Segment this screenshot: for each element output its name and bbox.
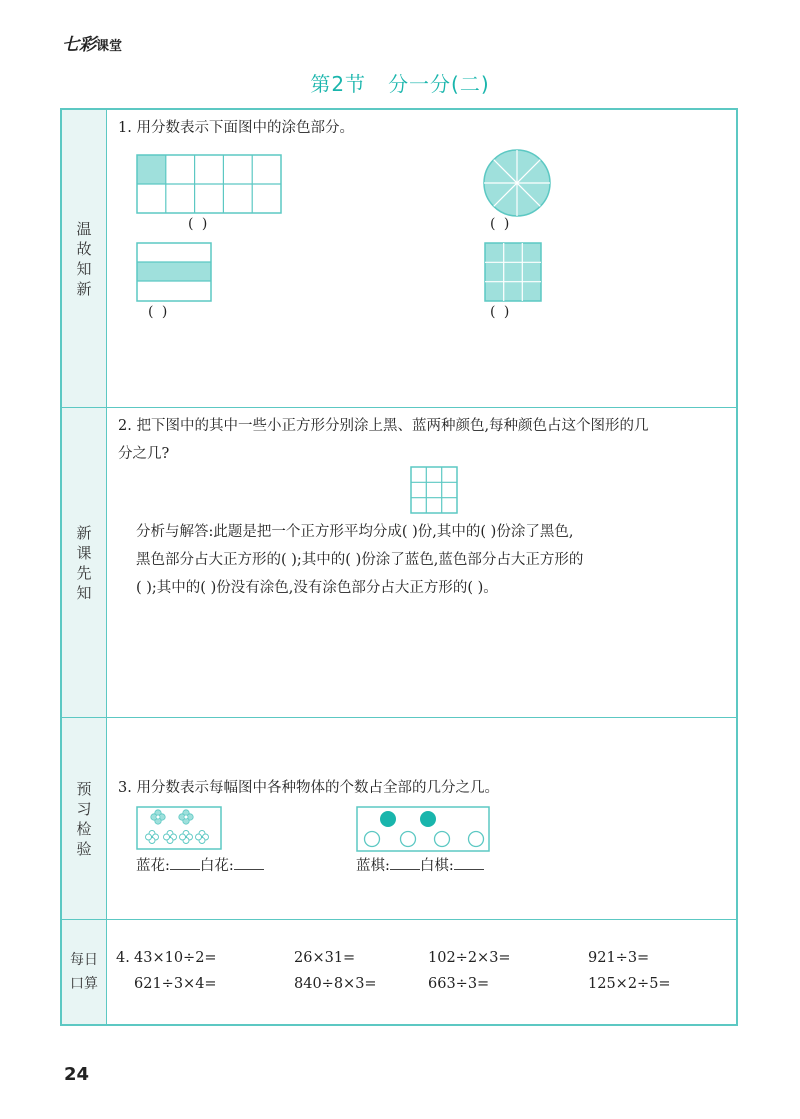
white-piece-label: 白棋: — [419, 858, 454, 874]
white-flower-label: 白花: — [199, 858, 234, 874]
blue-flower-label: 蓝花: — [136, 858, 170, 874]
section-number: 第2节 — [310, 72, 367, 96]
calc-item: 621÷3×4= — [134, 976, 217, 992]
calc-item: 26×31= — [294, 950, 356, 966]
section-label-cell — [62, 718, 107, 919]
figure-grid-2x5 — [136, 154, 282, 214]
figure-grid-3x3-empty — [410, 466, 458, 514]
page-number: 24 — [64, 1064, 90, 1085]
section-review — [62, 110, 736, 408]
calc-item: 125×2÷5= — [588, 976, 671, 992]
section-content — [106, 718, 736, 919]
section-mental-math — [62, 920, 736, 1024]
section-title: 分一分(二) — [388, 72, 490, 96]
white-piece-blank[interactable] — [454, 855, 484, 870]
answer-paren-1: ( ) — [188, 216, 210, 232]
section-content — [106, 408, 736, 717]
section-label-cell — [62, 408, 107, 717]
question-2-line-2: 分之几? — [118, 446, 170, 462]
section-label: 预习检验 — [76, 779, 92, 858]
blue-piece-blank[interactable] — [390, 855, 420, 870]
page-title — [0, 68, 800, 97]
figure-chess-pieces — [356, 806, 490, 852]
figure-grid-3x3 — [484, 242, 542, 302]
section-label: 每日口算 — [70, 952, 98, 992]
brand-sub: 课堂 — [96, 39, 123, 54]
chess-answer-line — [356, 852, 484, 880]
brand-logo — [62, 30, 122, 55]
analysis-line-3: ( );其中的( )份没有涂色,没有涂色部分占大正方形的( )。 — [136, 580, 498, 596]
analysis-line-2: 黑色部分占大正方形的( );其中的( )份涂了蓝色,蓝色部分占大正方形的 — [136, 552, 584, 568]
calc-item: 840÷8×3= — [294, 976, 377, 992]
section-content — [106, 920, 736, 1024]
flowers-answer-line — [136, 852, 264, 880]
answer-paren-3: ( ) — [148, 304, 170, 320]
section-label: 新课先知 — [76, 523, 92, 602]
calc-item: 102÷2×3= — [428, 950, 511, 966]
section-label-cell — [62, 920, 107, 1024]
section-check — [62, 718, 736, 920]
answer-paren-2: ( ) — [490, 216, 512, 232]
calc-item: 921÷3= — [588, 950, 650, 966]
section-label-cell — [62, 110, 107, 407]
section-label: 温故知新 — [76, 219, 92, 298]
question-4-number: 4. — [116, 950, 130, 966]
section-preview — [62, 408, 736, 718]
calc-item: 663÷3= — [428, 976, 490, 992]
blue-flower-blank[interactable] — [170, 855, 200, 870]
worksheet-frame — [60, 108, 738, 1026]
figure-flowers — [136, 806, 222, 850]
figure-strips-3 — [136, 242, 212, 302]
analysis-line-1: 分析与解答:此题是把一个正方形平均分成( )份,其中的( )份涂了黑色, — [136, 524, 574, 540]
section-content — [106, 110, 736, 407]
answer-paren-4: ( ) — [490, 304, 512, 320]
question-1-text: 1. 用分数表示下面图中的涂色部分。 — [118, 120, 354, 136]
blue-piece-label: 蓝棋: — [356, 858, 390, 874]
figure-circle-8 — [482, 148, 552, 218]
question-3-text: 3. 用分数表示每幅图中各种物体的个数占全部的几分之几。 — [118, 780, 499, 796]
question-2-line-1: 2. 把下图中的其中一些小正方形分别涂上黑、蓝两种颜色,每种颜色占这个图形的几 — [118, 418, 649, 434]
brand-main: 七彩 — [62, 35, 96, 55]
calc-item: 43×10÷2= — [134, 950, 217, 966]
white-flower-blank[interactable] — [234, 855, 264, 870]
